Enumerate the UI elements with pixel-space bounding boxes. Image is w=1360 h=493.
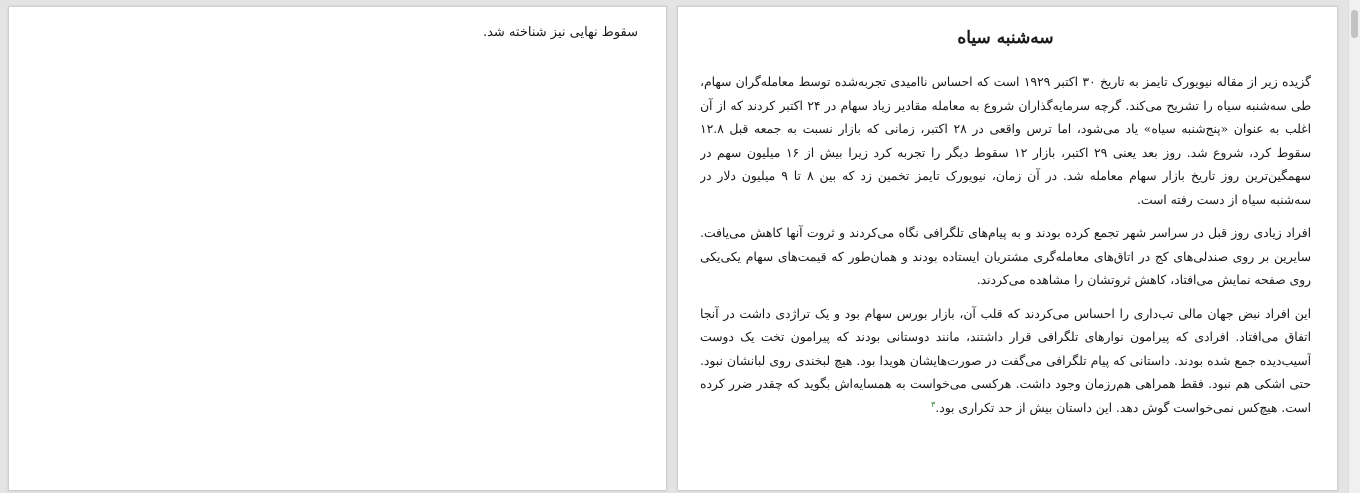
paragraph-2: افراد زیادی روز قبل در سراسر شهر تجمع کرده بودند و به پیام‌های تلگرافی نگاه می‌کردند و ثروت آنها کاهش می‌یافت. سایرین بر روی صندلی‌های کج در اتاق‌های معامله‌گری مشتریان ایستاده بودند و همان‌طور که قیمت‌های سهام یکی‌یکی روی صفحه نمایش می‌افتاد، کاهش ثروتشان را مشاهده می‌کردند. [700,226,1311,287]
vertical-scrollbar[interactable] [1348,0,1360,493]
footnote-marker[interactable]: ۳ [931,399,936,409]
scrollbar-thumb[interactable] [1351,10,1358,38]
page-title: سه‌شنبه سیاه [957,28,1054,48]
paragraph-1: گزیده زیر از مقاله نیویورک تایمز به تاریخ ۳۰ اکتبر ۱۹۲۹ است که احساس ناامیدی تجربه‌شده توسط معامله‌گران سهام، طی سه‌شنبه سیاه را تشریح می‌کند. گرچه سرمایه‌گذاران شروع به معامله مقادیر زیاد سهام در ۲۴ اکتبر کردند که از آن اغلب به عنوان «پنج‌شنبه سیاه» یاد می‌شود، اما ترس واقعی در ۲۸ اکتبر، زمانی که بازار نسبت به جمعه قبل ۱۲.۸ سقوط کرد، شروع شد. روز بعد یعنی ۲۹ اکتبر، بازار ۱۲ سقوط دیگر را تجربه کرد زیرا بیش از ۱۶ میلیون سهم در سهمگین‌ترین روز تاریخ بازار سهام معامله شد. در آن زمان، نیویورک تایمز تخمین زد که بین ۸ تا ۹ میلیون دلار در سه‌شنبه سیاه از دست رفته است. [700,75,1311,207]
page-content [700,25,1311,430]
carryover-text: سقوط نهایی نیز شناخته شد. [482,25,638,40]
paragraph-3 [700,303,1311,421]
paragraph-3-text: این افراد نبض جهان مالی تب‌داری را احساس می‌کردند که قلب آن، بازار بورس سهام بود و یک تراژدی داشت در آنجا اتفاق می‌افتاد. افرادی که پیرامون نوارهای تلگرافی قرار داشتند، مانند دوستانی بودند که پیرامون تخت یک دوست آسیب‌دیده جمع شده بودند. داستانی که پیام تلگرافی می‌گفت در صورت‌هایشان هویدا بود. هیچ لبخندی روی لبانشان نبود. حتی اشکی هم نبود. فقط همراهی هم‌رزمان وجود داشت. هرکسی می‌خواست به همسایه‌اش بگوید که چقدر ضرر کرده است. هیچ‌کس نمی‌خواست گوش دهد. این داستان بیش از حد تکراری بود. [700,306,1311,415]
right-page [677,6,1338,491]
left-page [8,6,667,491]
